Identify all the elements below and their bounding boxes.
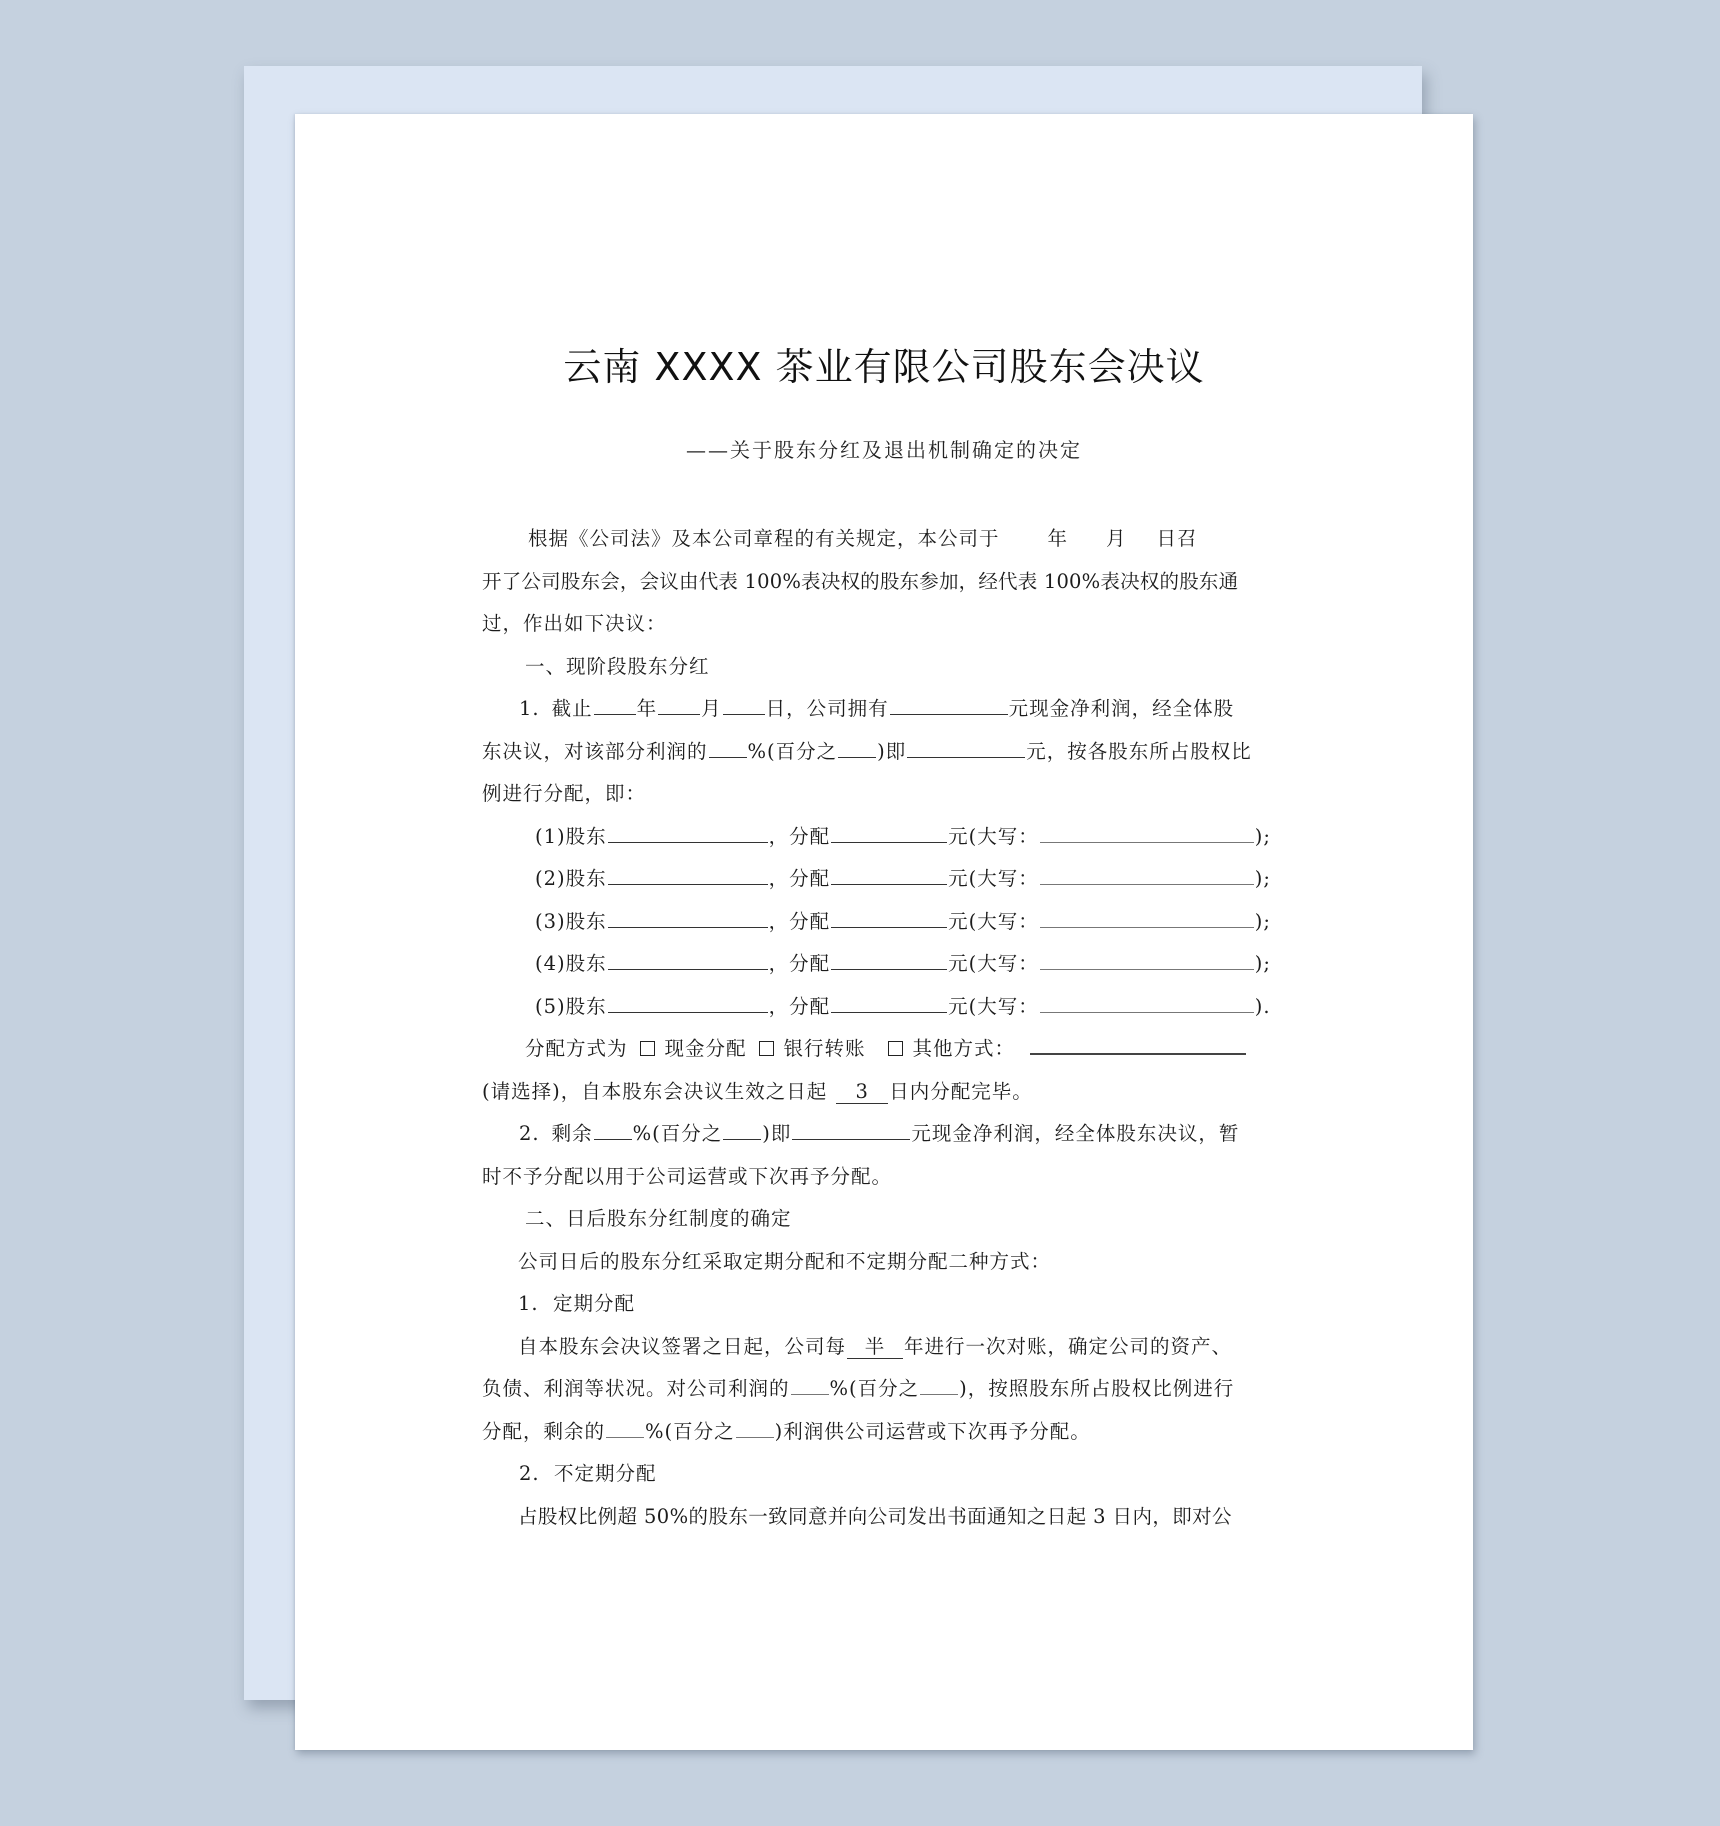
alloc-amount-blank[interactable] — [831, 862, 947, 885]
alloc-amount-blank[interactable] — [831, 905, 947, 928]
alloc-amount-blank[interactable] — [831, 990, 947, 1013]
section-intro-text: 公司日后的股东分红采取定期分配和不定期分配二种方式： — [518, 1249, 1052, 1273]
shareholder-row-2 — [482, 858, 1284, 901]
alloc-label: ，分配 — [768, 824, 831, 848]
intro-year: 年 — [1047, 527, 1069, 550]
item-text: )即 — [877, 739, 907, 763]
profit-percent-words-blank[interactable] — [920, 1372, 958, 1395]
item-text: 日，公司拥有 — [765, 697, 889, 720]
item-text: 时不予分配以用于公司运营或下次再予分配。 — [482, 1164, 893, 1188]
item-text: 截止 — [551, 697, 593, 720]
option-other-label: 其他方式： — [912, 1037, 1016, 1060]
sub-1-heading — [482, 1283, 1284, 1326]
shareholder-name-blank[interactable] — [608, 947, 768, 970]
percent-words-blank[interactable] — [838, 735, 876, 758]
item-text: 元现金净利润，经全体股 — [1008, 697, 1235, 720]
item-text: 元，按各股东所占股权比 — [1026, 739, 1252, 763]
item-text: %(百分之 — [632, 1122, 723, 1145]
intro-month: 月 — [1106, 527, 1127, 550]
yuan-label: 元(大写： — [948, 867, 1039, 890]
yuan-label: 元(大写： — [948, 909, 1039, 933]
row-end: ); — [1254, 909, 1271, 933]
intro-text: 根据《公司法》及本公司章程的有关规定，本公司于 — [528, 527, 1000, 550]
document-body — [482, 518, 1284, 1538]
item-number: 2. — [519, 1122, 540, 1145]
alloc-label: ，分配 — [768, 909, 831, 933]
day-blank[interactable] — [723, 692, 765, 715]
payment-method-line — [482, 1028, 1284, 1071]
intro-day: 日召 — [1156, 527, 1198, 550]
item-number: 1. — [519, 697, 540, 720]
remaining-percent-words-blank[interactable] — [723, 1117, 761, 1140]
remaining-amount-blank[interactable] — [792, 1117, 910, 1140]
year-blank[interactable] — [594, 692, 636, 715]
item-2-line-1 — [482, 1113, 1284, 1156]
yuan-label: 元(大写： — [948, 994, 1039, 1018]
shareholder-label: (3)股东 — [535, 909, 607, 933]
shareholder-row-5 — [482, 986, 1284, 1029]
front-page-sheet — [295, 114, 1473, 1750]
sub-text: 占股权比例超 50%的股东一致同意并向公司发出书面通知之日起 3 日内，即对公 — [518, 1504, 1232, 1528]
shareholder-row-1 — [482, 816, 1284, 859]
alloc-label: ，分配 — [768, 952, 831, 975]
item-text: 年 — [636, 697, 658, 720]
other-method-blank[interactable] — [1030, 1031, 1246, 1055]
item-text: %(百分之 — [747, 739, 838, 763]
percent-blank[interactable] — [709, 735, 747, 758]
shareholder-row-4 — [482, 943, 1284, 986]
amount-in-words-blank[interactable] — [1040, 947, 1254, 970]
amount-in-words-blank[interactable] — [1040, 862, 1254, 885]
shareholder-name-blank[interactable] — [608, 862, 768, 885]
intro-line-3 — [482, 603, 1284, 646]
intro-text: 过，作出如下决议： — [482, 612, 667, 635]
item-text: 东决议，对该部分利润的 — [482, 739, 708, 763]
amount-in-words-blank[interactable] — [1040, 990, 1254, 1013]
yuan-label: 元(大写： — [948, 952, 1039, 975]
retained-percent-words-blank[interactable] — [736, 1415, 774, 1438]
section-heading: 二、日后股东分红制度的确定 — [525, 1207, 792, 1230]
intro-line-2 — [482, 561, 1284, 604]
sub-text: 自本股东会决议签署之日起，公司每 — [518, 1334, 847, 1358]
sub-text: %(百分之 — [645, 1419, 735, 1443]
shareholder-name-blank[interactable] — [608, 820, 768, 843]
item-text: 月 — [701, 697, 722, 720]
sub-2-line-1 — [482, 1496, 1284, 1539]
sub-text: )利润供公司运营或下次再予分配。 — [774, 1419, 1091, 1443]
subsection-heading: 1. 定期分配 — [518, 1292, 636, 1315]
alloc-amount-blank[interactable] — [831, 947, 947, 970]
shareholder-label: (5)股东 — [535, 994, 607, 1018]
sub-1-line-3 — [482, 1411, 1284, 1454]
document-title: 云南 XXXX 茶业有限公司股东会决议 — [563, 345, 1205, 389]
section-1-heading — [482, 646, 1284, 689]
item-text: )即 — [762, 1122, 792, 1145]
sub-text: 负债、利润等状况。对公司利润的 — [482, 1377, 790, 1400]
option-bank-transfer-label: 银行转账 — [783, 1037, 866, 1060]
shareholder-label: (1)股东 — [535, 824, 607, 848]
shareholder-label: (4)股东 — [535, 952, 607, 975]
sub-2-heading — [482, 1453, 1284, 1496]
row-end: ); — [1254, 824, 1271, 848]
alloc-label: ，分配 — [768, 994, 831, 1018]
sub-text: 年进行一次对账，确定公司的资产、 — [904, 1334, 1233, 1358]
sub-1-line-1 — [482, 1326, 1284, 1369]
profit-amount-blank[interactable] — [890, 692, 1008, 715]
item-text: 剩余 — [551, 1122, 593, 1145]
sub-1-line-2 — [482, 1368, 1284, 1411]
days-blank[interactable]: 3 — [836, 1081, 888, 1104]
item-1-line-3 — [482, 773, 1284, 816]
shareholder-name-blank[interactable] — [608, 990, 768, 1013]
month-blank[interactable] — [658, 692, 700, 715]
alloc-amount-blank[interactable] — [831, 820, 947, 843]
distribution-amount-blank[interactable] — [907, 735, 1025, 758]
sub-text: )，按照股东所占股权比例进行 — [959, 1377, 1235, 1400]
intro-line-1 — [482, 518, 1284, 561]
sub-text: %(百分之 — [829, 1377, 920, 1400]
alloc-label: ，分配 — [768, 867, 831, 890]
payment-method-label: 分配方式为 — [525, 1037, 628, 1060]
amount-in-words-blank[interactable] — [1040, 905, 1254, 928]
shareholder-label: (2)股东 — [535, 867, 607, 890]
payment-deadline-line — [482, 1071, 1284, 1114]
document-subtitle: ——关于股东分红及退出机制确定的决定 — [686, 438, 1082, 462]
sub-text: 分配，剩余的 — [482, 1419, 606, 1443]
item-2-line-2 — [482, 1156, 1284, 1199]
deadline-text: 日内分配完毕。 — [889, 1079, 1033, 1103]
deadline-text: (请选择)，自本股东会决议生效之日起 — [482, 1079, 828, 1103]
intro-text: 开了公司股东会，会议由代表 100%表决权的股东参加，经代表 100%表决权的股东通 — [482, 569, 1239, 593]
checkbox-other[interactable] — [888, 1041, 903, 1056]
profit-percent-blank[interactable] — [791, 1372, 829, 1395]
item-text: 例进行分配，即： — [482, 782, 647, 805]
section-heading: 一、现阶段股东分红 — [525, 654, 710, 678]
checkbox-cash[interactable] — [640, 1041, 655, 1056]
item-1-line-2 — [482, 731, 1284, 774]
shareholder-name-blank[interactable] — [608, 905, 768, 928]
section-2-intro — [482, 1241, 1284, 1284]
option-cash-label: 现金分配 — [664, 1037, 747, 1060]
row-end: ); — [1254, 867, 1271, 890]
retained-percent-blank[interactable] — [606, 1415, 644, 1438]
amount-in-words-blank[interactable] — [1040, 820, 1254, 843]
period-blank[interactable]: 半 — [847, 1336, 903, 1359]
subsection-heading: 2. 不定期分配 — [519, 1462, 657, 1485]
item-1-line-1 — [482, 688, 1284, 731]
shareholder-row-3 — [482, 901, 1284, 944]
row-end: ). — [1254, 994, 1271, 1018]
remaining-percent-blank[interactable] — [594, 1117, 632, 1140]
row-end: ); — [1254, 952, 1271, 975]
section-2-heading — [482, 1198, 1284, 1241]
checkbox-bank-transfer[interactable] — [759, 1041, 774, 1056]
item-text: 元现金净利润，经全体股东决议，暂 — [911, 1122, 1240, 1145]
yuan-label: 元(大写： — [948, 824, 1039, 848]
